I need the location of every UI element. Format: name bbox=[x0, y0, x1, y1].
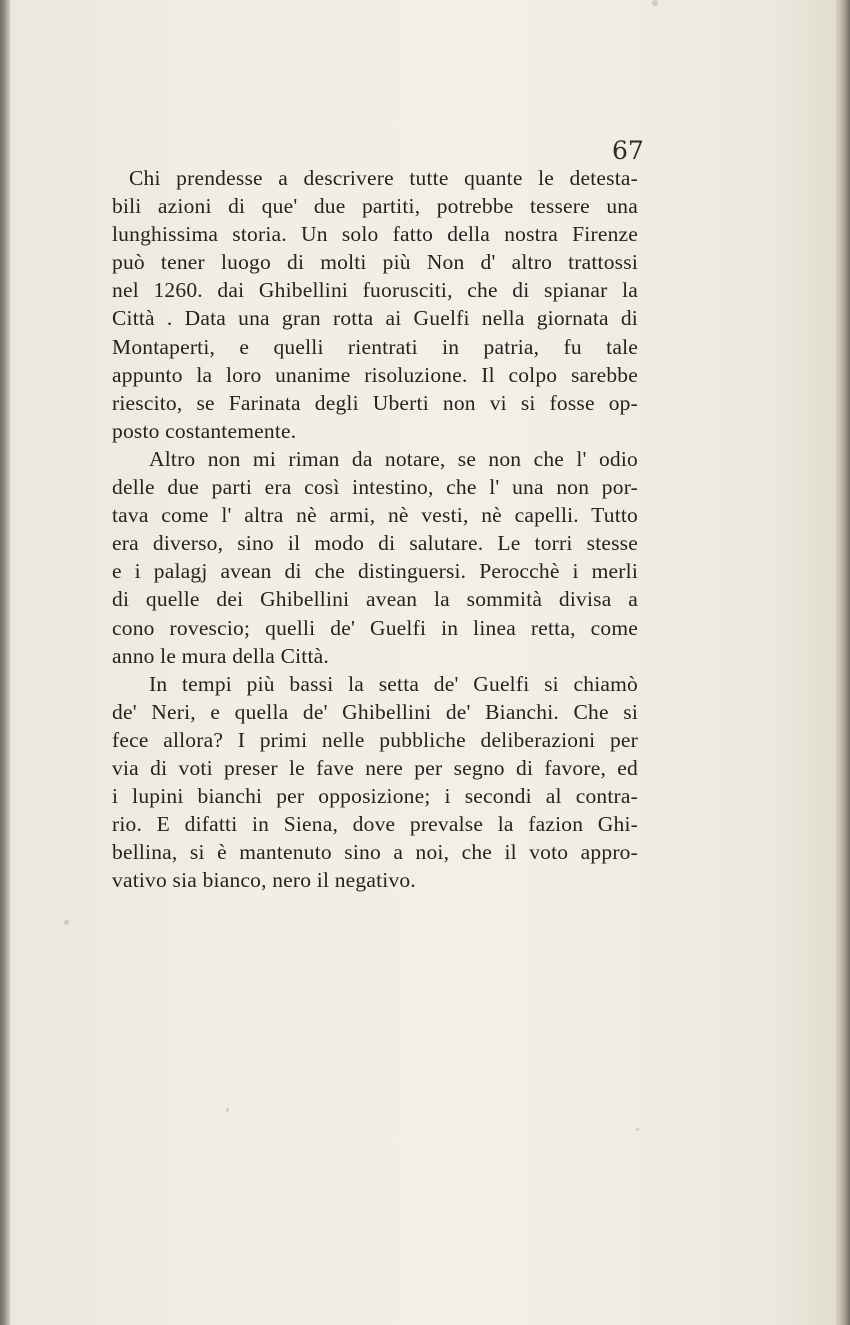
text-line: era diverso, sino il modo di salutare. Le torri stesse bbox=[112, 531, 638, 556]
text-line: vativo sia bianco, nero il negativo. bbox=[112, 868, 416, 893]
paragraph-2 bbox=[112, 445, 638, 670]
paragraph-3 bbox=[112, 670, 638, 895]
text-line: di quelle dei Ghibellini avean la sommità divisa a bbox=[112, 587, 638, 612]
text-line: riescito, se Farinata degli Uberti non vi si fosse op- bbox=[112, 390, 638, 415]
text-line: i lupini bianchi per opposizione; i secondi al contra- bbox=[112, 784, 638, 809]
text-line: In tempi più bassi la setta de' Guelfi si chiamò bbox=[149, 671, 638, 696]
text-line: anno le mura della Città. bbox=[112, 643, 329, 668]
text-line: de' Neri, e quella de' Ghibellini de' Bianchi. Che si bbox=[112, 699, 638, 724]
foxing-spot bbox=[64, 920, 69, 925]
text-line: e i palagj avean di che distinguersi. Perocchè i merli bbox=[112, 559, 638, 584]
text-line: delle due parti era così intestino, che l' una non por- bbox=[112, 475, 638, 500]
text-line: fece allora? I primi nelle pubbliche deliberazioni per bbox=[112, 727, 638, 752]
text-line: tava come l' altra nè armi, nè vesti, nè capelli. Tutto bbox=[112, 503, 638, 528]
text-line: Città . Data una gran rotta ai Guelfi nella giornata di bbox=[112, 306, 638, 331]
text-line: Montaperti, e quelli rientrati in patria, fu tale bbox=[112, 334, 638, 359]
text-line: bili azioni di que' due partiti, potrebbe tessere una bbox=[112, 194, 638, 219]
foxing-spot bbox=[636, 1128, 639, 1131]
text-line: via di voti preser le fave nere per segno di favore, ed bbox=[112, 755, 638, 780]
text-line: cono rovescio; quelli de' Guelfi in linea retta, come bbox=[112, 615, 638, 640]
text-line: Altro non mi riman da notare, se non che l' odio bbox=[149, 446, 638, 471]
text-line: appunto la loro unanime risoluzione. Il colpo sarebbe bbox=[112, 362, 638, 387]
text-line: può tener luogo di molti più Non d' altro trattossi bbox=[112, 250, 638, 275]
text-line: lunghissima storia. Un solo fatto della nostra Firenze bbox=[112, 222, 638, 247]
foxing-spot bbox=[226, 1108, 229, 1112]
text-line: rio. E difatti in Siena, dove prevalse la fazion Ghi- bbox=[112, 812, 638, 837]
body-text bbox=[112, 164, 638, 894]
text-line: posto costantemente. bbox=[112, 418, 297, 443]
page-edge bbox=[836, 0, 850, 1325]
text-line: nel 1260. dai Ghibellini fuorusciti, che di spianar la bbox=[112, 278, 638, 303]
text-line: Chi prendesse a descrivere tutte quante le detesta- bbox=[129, 166, 638, 190]
page-number: 67 bbox=[612, 136, 644, 165]
text-line: bellina, si è mantenuto sino a noi, che il voto appro- bbox=[112, 840, 638, 865]
paragraph-1 bbox=[112, 164, 638, 445]
foxing-spot bbox=[652, 0, 658, 6]
